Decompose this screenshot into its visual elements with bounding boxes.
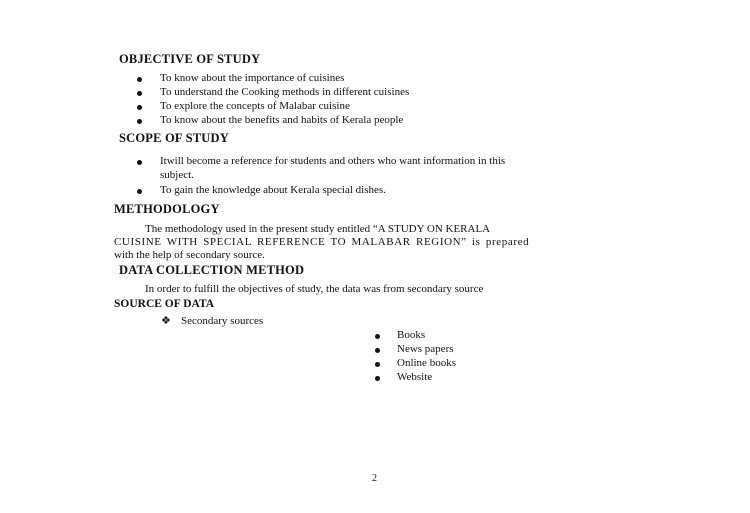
objective-item: To explore the concepts of Malabar cuisine (160, 100, 350, 112)
bullet-icon (375, 362, 380, 367)
bullet-icon (375, 376, 380, 381)
scope-heading: SCOPE OF STUDY (119, 131, 229, 145)
source-item: Books (397, 329, 426, 341)
methodology-heading: METHODOLOGY (114, 202, 220, 216)
methodology-line: The methodology used in the present study entitled “A STUDY ON KERALA (145, 223, 491, 235)
methodology-line: with the help of secondary source. (114, 249, 265, 261)
bullet-icon (137, 91, 142, 96)
objective-item: To know about the benefits and habits of Kerala people (160, 114, 404, 126)
diamond-bullet-icon: ❖ (161, 315, 171, 327)
bullet-icon (137, 160, 142, 165)
bullet-icon (137, 105, 142, 110)
data-collection-heading: DATA COLLECTION METHOD (119, 263, 305, 277)
scope-item: To gain the knowledge about Kerala special dishes. (160, 184, 386, 196)
objective-heading: OBJECTIVE OF STUDY (119, 52, 261, 66)
source-item: News papers (397, 343, 454, 355)
bullet-icon (375, 348, 380, 353)
source-type: Secondary sources (181, 315, 264, 327)
data-collection-paragraph: In order to fulfill the objectives of study, the data was from secondary source (145, 283, 484, 295)
methodology-line-2 (114, 236, 635, 248)
methodology-line-text: CUISINE WITH SPECIAL REFERENCE TO MALABAR REGION” is prepared (114, 236, 530, 248)
source-item: Website (397, 371, 433, 383)
bullet-icon (137, 119, 142, 124)
scope-item-line: Itwill become a reference for students and others who want information in this (160, 155, 506, 167)
objective-item: To understand the Cooking methods in different cuisines (160, 86, 410, 98)
objective-item: To know about the importance of cuisines (160, 72, 345, 84)
scope-item-line: subject. (160, 169, 194, 181)
bullet-icon (137, 189, 142, 194)
bullet-icon (375, 334, 380, 339)
bullet-icon (137, 77, 142, 82)
source-item: Online books (397, 357, 456, 369)
source-heading: SOURCE OF DATA (114, 298, 215, 310)
page-number: 2 (372, 473, 377, 484)
